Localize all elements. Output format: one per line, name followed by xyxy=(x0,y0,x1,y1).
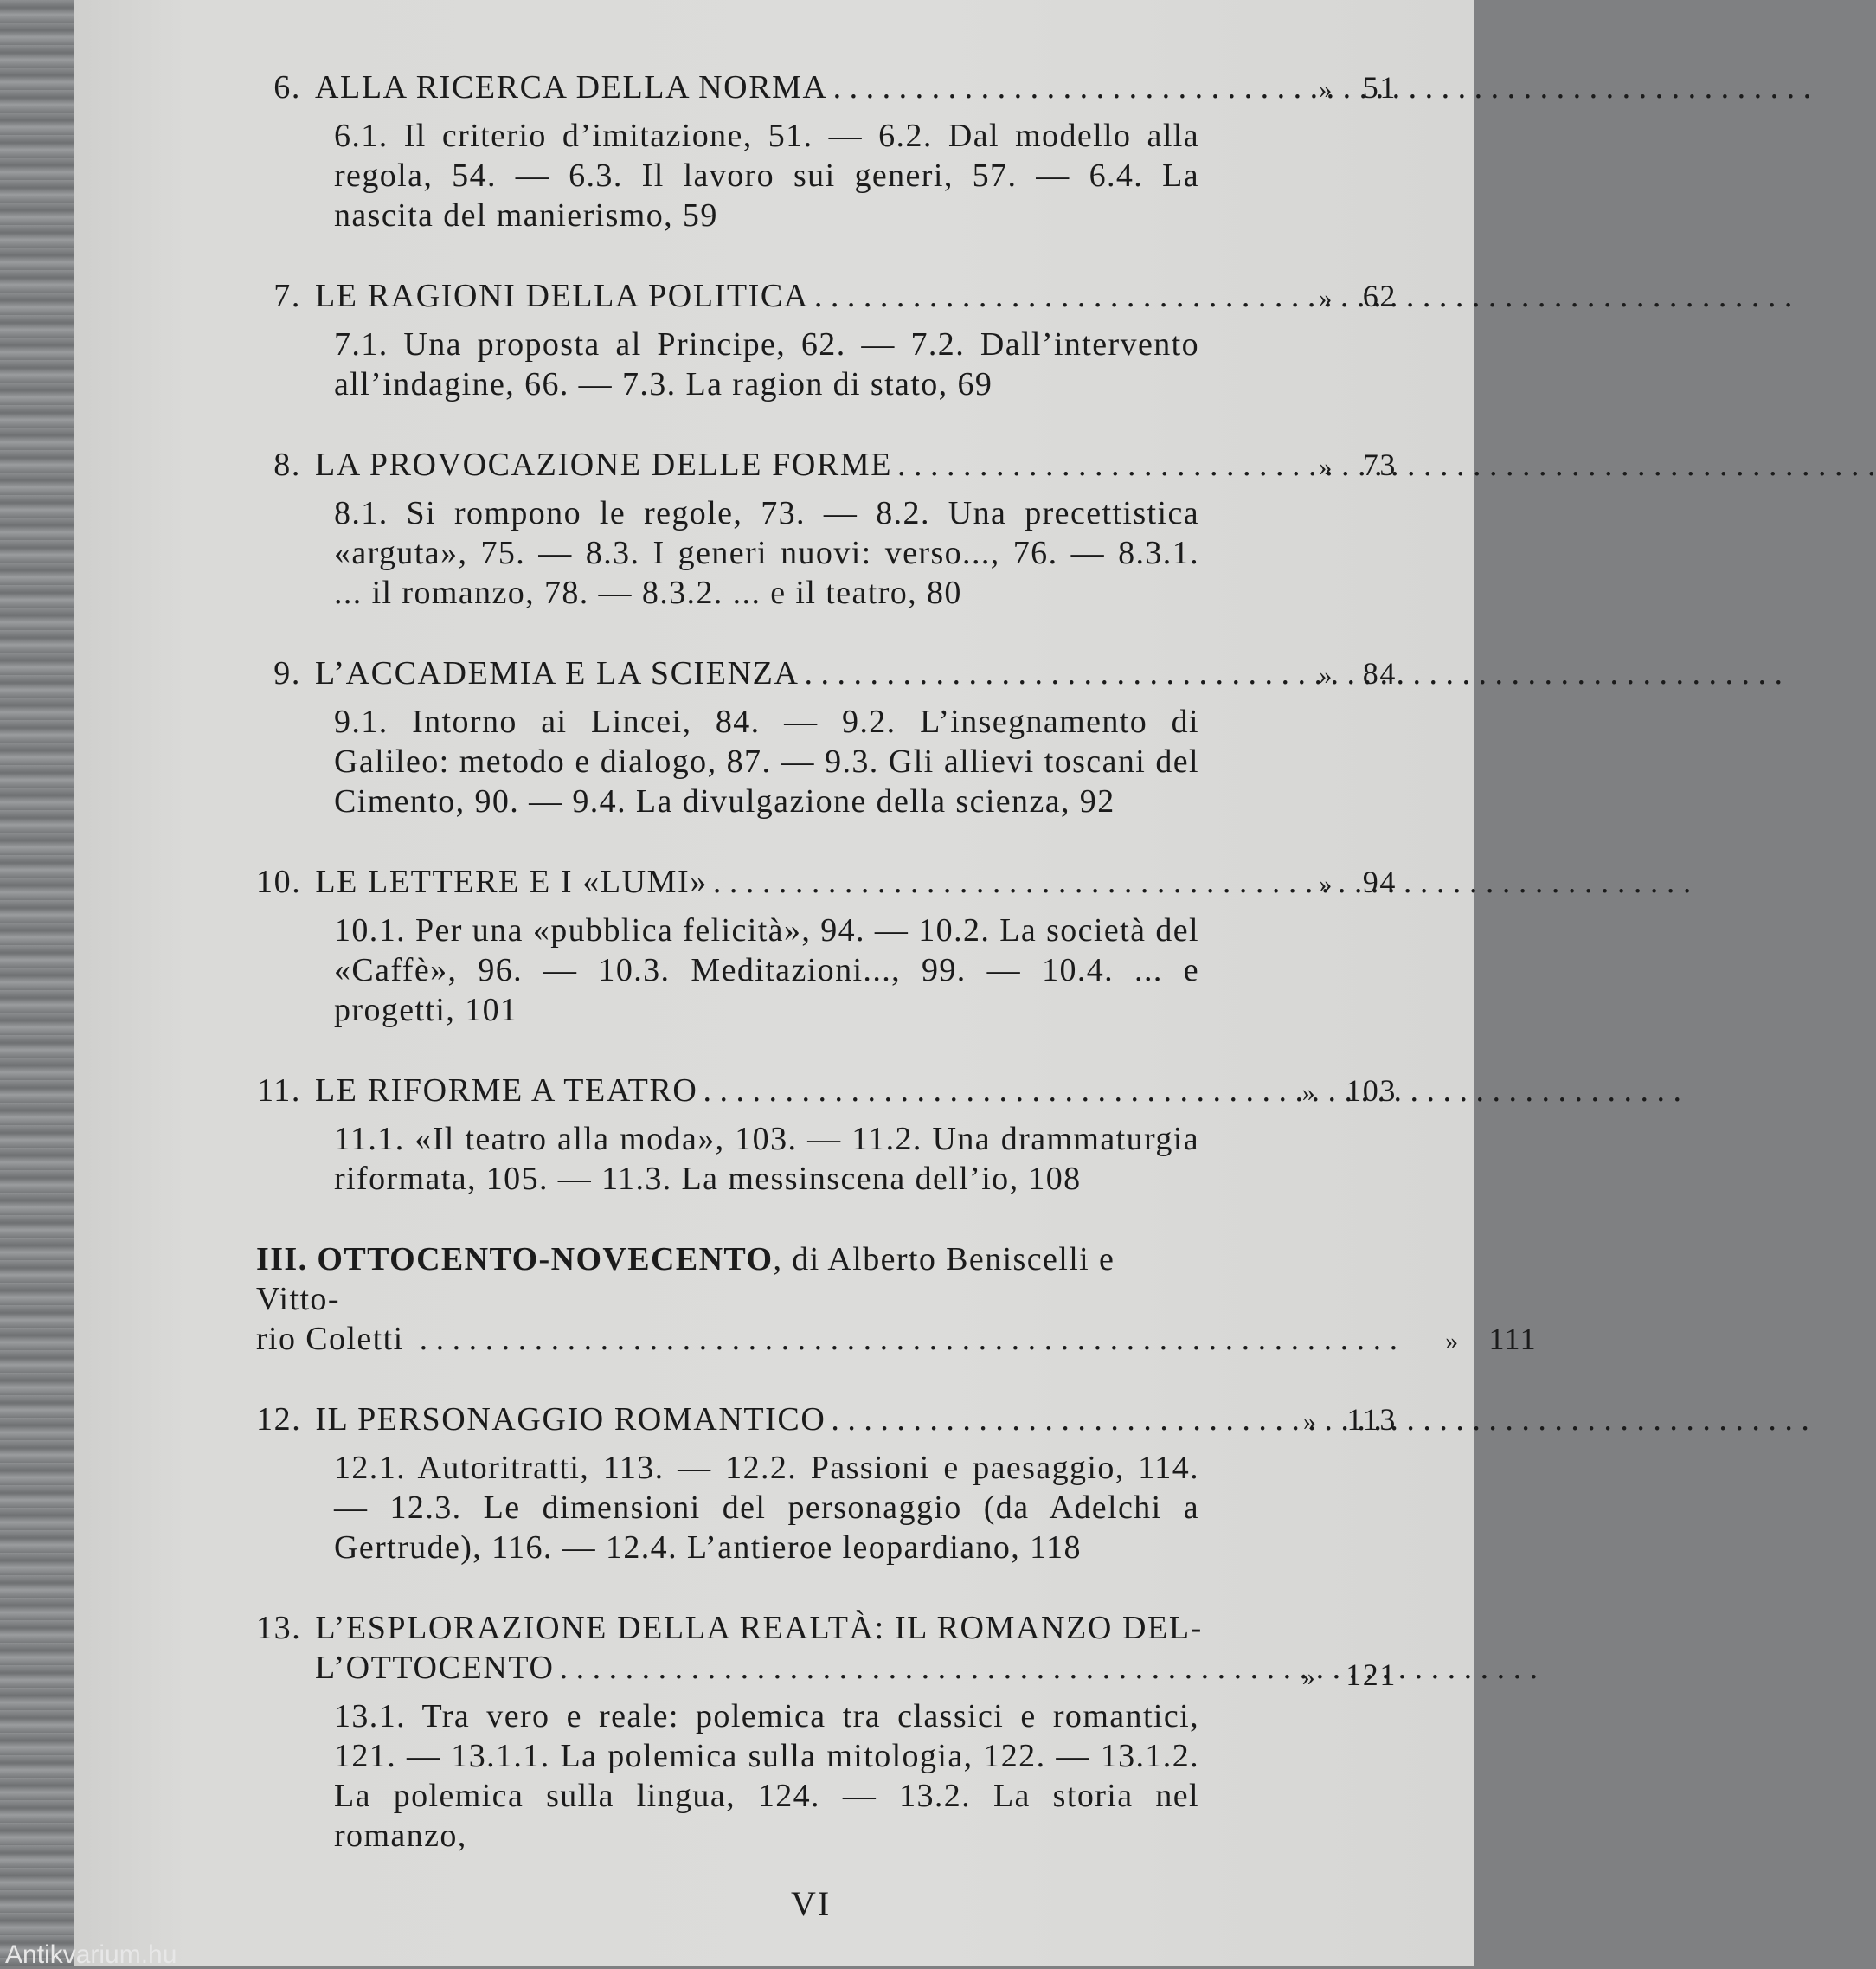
book-spine-edge xyxy=(0,0,74,1966)
dot-leader xyxy=(814,276,1212,316)
page-reference xyxy=(1302,1655,1397,1697)
page-reference xyxy=(1303,1400,1397,1442)
part-authors-continued: rio Coletti xyxy=(256,1321,404,1357)
toc-entry-10 xyxy=(256,862,1468,1030)
chapter-number: 6. xyxy=(273,69,301,106)
chapter-number: 8. xyxy=(273,447,301,483)
dot-leader xyxy=(897,445,1295,485)
chapter-number: 12. xyxy=(256,1401,302,1438)
subsections: 8.1. Si rompono le regole, 73. — 8.2. Una precettistica «arguta», 75. — 8.3. I generi nuovi: verso..., 76. — 8.3.1. ... il romanzo, 78. — 8.3.2. ... e il teatro, 80 xyxy=(334,495,1199,611)
part-roman-numeral: III. xyxy=(256,1241,308,1277)
page-reference xyxy=(1319,862,1397,904)
guillemet-mark: » xyxy=(1319,661,1333,690)
dot-leader xyxy=(713,862,1111,902)
page-number: 51 xyxy=(1362,70,1397,105)
chapter-title: LA PROVOCAZIONE DELLE FORME xyxy=(315,447,893,483)
part-authors: , di Alberto Beniscelli e Vitto- xyxy=(256,1241,1115,1317)
part-title: OTTOCENTO-NOVECENTO xyxy=(317,1241,774,1277)
guillemet-mark: » xyxy=(1319,284,1333,312)
dot-leader xyxy=(420,1319,1112,1359)
subsections: 10.1. Per una «pubblica felicità», 94. — 10.2. La società del «Caffè», 96. — 10.3. Meditazioni..., 99. — 10.4. ... e progetti, 101 xyxy=(334,912,1199,1028)
subsections: 9.1. Intorno ai Lincei, 84. — 9.2. L’insegnamento di Galileo: metodo e dialogo, 87. — 9.3. Gli allievi toscani del Cimento, 90. — 9.4. La divulgazione della scienza, 92 xyxy=(334,704,1199,820)
subsections: 6.1. Il criterio d’imitazione, 51. — 6.2. Dal modello alla regola, 54. — 6.3. Il lavoro sui generi, 57. — 6.4. La nascita del manierismo, 59 xyxy=(334,118,1199,234)
toc-part-three xyxy=(256,1239,1537,1359)
toc-entry-8 xyxy=(256,445,1468,613)
toc-entry-11 xyxy=(256,1071,1468,1199)
guillemet-mark: » xyxy=(1301,1663,1317,1691)
subsections: 12.1. Autoritratti, 113. — 12.2. Passioni e paesaggio, 114. — 12.3. Le dimensioni del personaggio (da Adelchi a Gertrude), 116. — 12.4. L’antieroe leopardiano, 118 xyxy=(334,1450,1199,1566)
subsections: 13.1. Tra vero e reale: polemica tra classici e romantici, 121. — 13.1.1. La polemica sulla mitologia, 122. — 13.1.2. La polemica sulla lingua, 124. — 13.2. La storia nel romanzo, xyxy=(334,1698,1199,1854)
page-number: 111 xyxy=(1488,1322,1537,1356)
page-reference xyxy=(1319,653,1397,696)
subsections: 11.1. «Il teatro alla moda», 103. — 11.2. Una drammaturgia riformata, 105. — 11.3. La messinscena dell’io, 108 xyxy=(334,1121,1199,1197)
toc-entry-13 xyxy=(256,1608,1468,1856)
chapter-title: IL PERSONAGGIO ROMANTICO xyxy=(315,1401,826,1438)
chapter-number: 10. xyxy=(256,864,302,900)
toc-entry-6 xyxy=(256,68,1468,235)
chapter-title: LE RIFORME A TEATRO xyxy=(315,1072,698,1109)
toc-entry-12 xyxy=(256,1400,1468,1567)
chapter-number: 9. xyxy=(273,655,301,692)
guillemet-mark: » xyxy=(1319,870,1333,898)
chapter-title-continued: L’OTTOCENTO xyxy=(315,1650,555,1686)
page-reference xyxy=(1319,68,1397,110)
page-reference xyxy=(1319,276,1397,319)
page-number: 94 xyxy=(1362,865,1397,899)
guillemet-mark: » xyxy=(1302,1407,1318,1436)
page-reference xyxy=(1319,445,1397,487)
guillemet-mark: » xyxy=(1319,75,1333,104)
table-of-contents xyxy=(256,68,1537,1896)
guillemet-mark: » xyxy=(1319,453,1333,481)
chapter-title: ALLA RICERCA DELLA NORMA xyxy=(315,69,828,106)
dot-leader xyxy=(560,1648,958,1688)
toc-entry-7 xyxy=(256,276,1468,404)
page-reference xyxy=(1445,1319,1537,1361)
page-reference xyxy=(1302,1071,1397,1113)
chapter-number: 7. xyxy=(273,278,301,314)
dot-leader xyxy=(805,653,1203,693)
chapter-number: 13. xyxy=(256,1610,302,1646)
book-page xyxy=(74,0,1537,1966)
page-number: 73 xyxy=(1362,447,1397,482)
toc-entry-9 xyxy=(256,653,1468,821)
page-number: 103 xyxy=(1346,1073,1397,1108)
guillemet-mark: » xyxy=(1301,1078,1317,1107)
chapter-title: LE LETTERE E I «LUMI» xyxy=(315,864,708,900)
chapter-number: 11. xyxy=(257,1072,301,1109)
page-number: 113 xyxy=(1346,1402,1397,1437)
page-number: 121 xyxy=(1346,1657,1397,1692)
page-folio: VI xyxy=(791,1884,832,1923)
page-number: 84 xyxy=(1362,656,1397,691)
chapter-title: L’ACCADEMIA E LA SCIENZA xyxy=(315,655,800,692)
dot-leader xyxy=(833,68,1231,107)
dot-leader xyxy=(703,1071,1101,1110)
subsections: 7.1. Una proposta al Principe, 62. — 7.2. Dall’intervento all’indagine, 66. — 7.3. La ragion di stato, 69 xyxy=(334,326,1199,402)
guillemet-mark: » xyxy=(1445,1327,1460,1355)
chapter-title: L’ESPLORAZIONE DELLA REALTÀ: IL ROMANZO DEL- xyxy=(315,1610,1203,1646)
watermark: Antikvarium.hu xyxy=(5,1940,177,1969)
dot-leader xyxy=(831,1400,1229,1439)
page-number: 62 xyxy=(1362,279,1397,313)
chapter-title: LE RAGIONI DELLA POLITICA xyxy=(315,278,809,314)
